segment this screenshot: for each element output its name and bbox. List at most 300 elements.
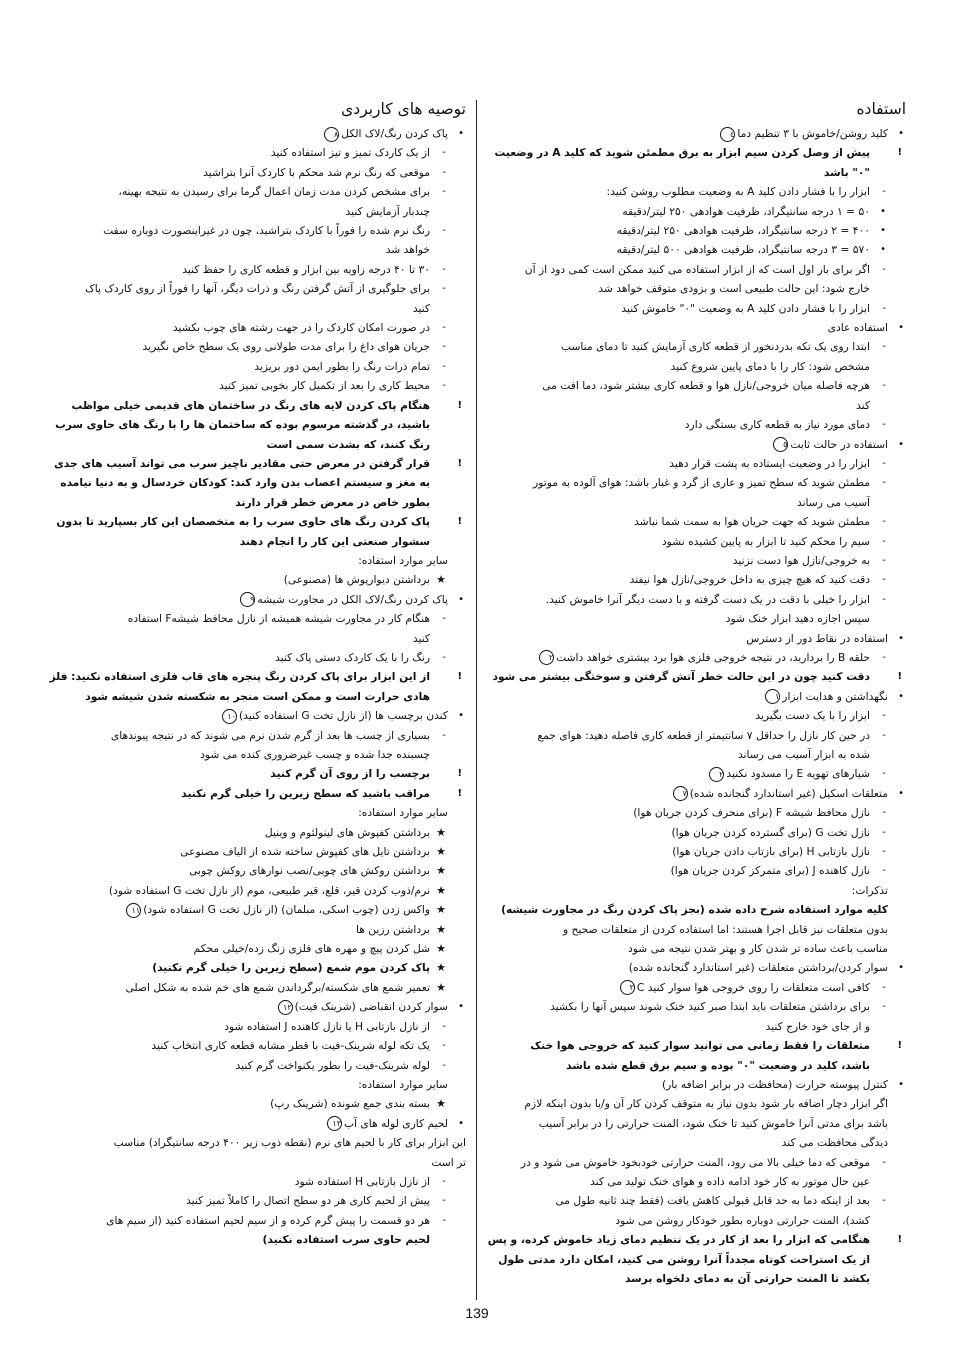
line-text: متعلقات را فقط زمانی می توانید سوار کنید که خروجی هوا خنک xyxy=(530,1039,870,1053)
line-text: تمام ذرات رنگ را بطور ایمن دور بریزید xyxy=(254,359,430,373)
line-text: دمای مورد نیاز به قطعه کاری بستگی دارد xyxy=(684,418,870,432)
text-line xyxy=(474,764,906,783)
text-line xyxy=(34,861,466,880)
text-line xyxy=(474,939,906,958)
warning-line xyxy=(34,396,466,415)
bullet-icon: - xyxy=(882,807,886,819)
text-line xyxy=(34,609,466,628)
line-text: حلقه B را بردارید، در نتیجه خروجی فلزی هوا برد بیشتری خواهد داشت xyxy=(556,650,870,664)
line-text: پاک کردن رنگ/لاک الکل در مجاورت شیشه xyxy=(257,592,448,606)
warning-line xyxy=(34,784,466,803)
text-line xyxy=(34,202,466,221)
bullet-icon: • xyxy=(898,962,904,974)
figure-reference-badge: ١٢ xyxy=(278,1000,293,1015)
text-line xyxy=(474,978,906,997)
text-line xyxy=(474,532,906,551)
text-line xyxy=(474,299,906,318)
line-text: سایر موارد استفاده: xyxy=(358,1077,448,1091)
warning-line xyxy=(34,454,466,473)
text-line xyxy=(474,726,906,745)
line-text: هادی حرارت است و ممکن است منجر به شکسته شدن شیشه شود xyxy=(85,689,430,703)
text-line xyxy=(34,803,466,822)
bullet-icon: - xyxy=(442,1020,446,1032)
line-text: دقت کنید که هیچ چیزی به داخل خروجی/نازل هوا نیفتد xyxy=(629,573,870,587)
bullet-icon: - xyxy=(442,1175,446,1187)
bullet-icon: - xyxy=(882,865,886,877)
text-line xyxy=(34,726,466,745)
text-line xyxy=(474,803,906,822)
line-text: استفاده عادی xyxy=(827,321,888,335)
bullet-icon: - xyxy=(442,225,446,237)
line-text: موقعی که رنگ نرم شد محکم با کاردک آنرا بتراشید xyxy=(203,165,430,179)
bullet-icon: - xyxy=(882,380,886,392)
bullet-icon: - xyxy=(882,729,886,741)
bullet-icon: • xyxy=(898,632,904,644)
line-text: برای جلوگیری از آتش گرفتن رنگ و ذرات دیگر، آنها را فوراً از روی کاردک پاک xyxy=(85,282,430,296)
star-bullet-icon: ★ xyxy=(436,922,446,936)
line-text: ۴۰۰ = ۲ درجه سانتیگراد، ظرفیت هوادهی ۲۵۰ لیتر/دقیقه xyxy=(616,224,870,238)
line-text: لوله شرینک-فیت را بطور یکنواخت گرم کنید xyxy=(235,1058,430,1072)
text-line xyxy=(474,202,906,221)
warning-line xyxy=(474,1269,906,1288)
text-line xyxy=(34,920,466,939)
text-line xyxy=(474,454,906,473)
text-line xyxy=(474,706,906,725)
text-line xyxy=(474,1191,906,1210)
text-line xyxy=(34,143,466,162)
warning-line xyxy=(34,667,466,686)
line-text: ۳۰ تا ۴۰ درجه زاویه بین ابزار و قطعه کاری را حفظ کنید xyxy=(182,262,430,276)
line-text: مطمئن شوید که جهت جریان هوا به سمت شما نباشد xyxy=(634,515,870,529)
line-text: برداشتن رزین ها xyxy=(355,922,430,936)
bullet-icon: - xyxy=(442,166,446,178)
text-line xyxy=(474,1114,906,1133)
text-line xyxy=(34,629,466,648)
line-text: ابتدا روی یک تکه بدردنخور از قطعه کاری آزمایش کنید تا دمای مناسب xyxy=(560,340,870,354)
line-text: سایر موارد استفاده: xyxy=(358,553,448,567)
bullet-icon: • xyxy=(880,205,886,217)
line-text: در صورت امکان کاردک را در جهت رشته های چوب بکشید xyxy=(172,321,430,335)
text-line xyxy=(34,1036,466,1055)
line-text: محیط کاری را بعد از تکمیل کار بخوبی تمیز کنید xyxy=(218,379,430,393)
line-text: کنید xyxy=(412,631,430,645)
bullet-icon: - xyxy=(442,729,446,741)
line-text: قرار گرفتن در معرض حتی مقادیر ناچیز سرب می تواند آسیب های جدی xyxy=(54,456,430,470)
line-text: باشد برای مدتی آنرا خاموش کنید تا خنک شود، المنت حرارتی را در برابر آسیب xyxy=(538,1116,888,1130)
star-bullet-icon: ★ xyxy=(436,903,446,917)
line-text: استفاده در حالت ثابت xyxy=(790,437,888,451)
warning-line xyxy=(474,163,906,182)
line-text: سپس اجازه دهید ابزار خنک شود xyxy=(725,612,870,626)
warning-line xyxy=(34,435,466,454)
text-line xyxy=(34,1172,466,1191)
text-line xyxy=(474,473,906,492)
text-line xyxy=(34,1094,466,1113)
bullet-icon: • xyxy=(880,225,886,237)
line-text: چسبنده جدا شده و چسب غیرضروری کنده می شود xyxy=(200,748,430,761)
line-text: سشوار صنعتی این کار را انجام دهند xyxy=(239,534,430,548)
line-text: بطور خاص در معرض خطر قرار دارند xyxy=(235,495,430,509)
star-bullet-icon: ★ xyxy=(436,980,446,994)
line-text: جریان هوای داغ را برای مدت طولانی روی یک سطح خاص نگیرید xyxy=(142,340,430,354)
bullet-icon: - xyxy=(442,1059,446,1071)
tips-content xyxy=(34,124,466,1250)
line-text: نازل محافظ شیشه F (برای منحرف کردن جریان هوا) xyxy=(633,806,870,820)
bullet-icon: - xyxy=(442,651,446,663)
bullet-icon: - xyxy=(882,516,886,528)
bullet-icon: - xyxy=(882,651,886,663)
text-line xyxy=(474,687,906,706)
warning-line xyxy=(34,493,466,512)
line-text: شل کردن پیچ و مهره های فلزی زنگ زده/خیلی محکم xyxy=(193,942,430,956)
star-bullet-icon: ★ xyxy=(436,1097,446,1111)
bullet-icon: - xyxy=(882,302,886,314)
text-line xyxy=(34,376,466,395)
text-line xyxy=(474,221,906,240)
figure-reference-badge: ٢ xyxy=(539,650,554,665)
bullet-icon: - xyxy=(442,283,446,295)
text-line xyxy=(34,978,466,997)
line-text: باشد، کلید در وضعیت "۰" بوده و سیم برق قطع شده باشد xyxy=(566,1058,870,1072)
text-line xyxy=(34,318,466,337)
usage-content xyxy=(474,124,906,1288)
line-text: دقت کنید چون در این حالت خطر آتش گرفتن و سوختگی بیشتر می شود xyxy=(492,670,870,684)
text-line xyxy=(474,1094,906,1113)
text-line xyxy=(34,1211,466,1230)
line-text: رنگ را با یک کاردک دستی پاک کنید xyxy=(274,650,430,664)
line-text: "۰" باشد xyxy=(823,165,870,179)
bullet-icon: • xyxy=(898,322,904,334)
line-text: بسیاری از چسب ها بعد از گرم شدن نرم می شوند که در نتیجه پیوندهای xyxy=(110,728,430,742)
bullet-icon: - xyxy=(442,360,446,372)
bullet-icon: • xyxy=(898,1078,904,1090)
warning-line xyxy=(474,1056,906,1075)
warning-line xyxy=(474,1036,906,1055)
line-text: برداشتن دیوارپوش ها (مصنوعی) xyxy=(283,573,430,587)
text-line xyxy=(474,182,906,201)
bullet-icon: - xyxy=(882,1195,886,1207)
bullet-icon: - xyxy=(882,186,886,198)
line-text: ابزار را با یک دست بگیرید xyxy=(755,709,870,723)
line-text: ابزار را با فشار دادن کلید A به وضعیت مطلوب روشن کنید: xyxy=(606,185,870,199)
line-text: مناسب باعث ساده تر شدن کار و بهتر شدن نتیجه می شود xyxy=(627,942,888,956)
line-text: ابزار را خیلی با دقت در یک دست گرفته و با دست دیگر آنرا خاموش کنید. xyxy=(545,592,870,606)
text-line xyxy=(34,1056,466,1075)
text-line xyxy=(474,124,906,143)
text-line xyxy=(34,299,466,318)
line-text: ابزار را در وضعیت ایستاده به پشت قرار دهید xyxy=(669,456,870,470)
line-text: هنگام کار در مجاورت شیشه همیشه از نازل محافظ شیشهF استفاده xyxy=(127,612,430,626)
line-text: و از جای خود خارج کنید xyxy=(765,1019,870,1033)
star-bullet-icon: ★ xyxy=(436,942,446,956)
text-line xyxy=(34,648,466,667)
line-text: نرم/ذوب کردن قیر، قلع، قیر طبیعی، موم (از نازل تخت G استفاده شود) xyxy=(108,883,430,897)
star-bullet-icon: ★ xyxy=(436,883,446,897)
line-text: متعلقات اسکیل (غیر استاندارد گنجانده شده) xyxy=(689,786,888,800)
text-line xyxy=(474,396,906,415)
warning-icon: ! xyxy=(457,516,462,528)
text-line xyxy=(34,1153,466,1172)
text-line xyxy=(34,1114,466,1133)
figure-reference-badge: ١١ xyxy=(126,903,141,918)
bullet-icon: - xyxy=(442,1195,446,1207)
line-text: کنترل پیوسته حرارت (محافظت در برابر اضافه بار) xyxy=(661,1077,888,1091)
line-text: هرچه فاصله میان خروجی/نازل هوا و قطعه کاری بیشتر شود، دما افت می xyxy=(542,379,870,393)
bullet-icon: • xyxy=(880,244,886,256)
text-line xyxy=(474,1017,906,1036)
warning-icon: ! xyxy=(457,457,462,469)
text-line xyxy=(474,609,906,628)
figure-reference-badge: ٢ xyxy=(709,767,724,782)
bullet-icon: • xyxy=(898,787,904,799)
line-text: چندبار آزمایش کنید xyxy=(345,204,430,218)
text-line xyxy=(474,570,906,589)
figure-reference-badge: ٤ xyxy=(720,127,735,142)
text-line xyxy=(474,1153,906,1172)
line-text: عین حال موتور به کار خود ادامه داده و هوای خنک تولید می کند xyxy=(590,1174,870,1188)
line-text: برداشتن کفپوش های لینولئوم و وینیل xyxy=(264,825,430,839)
line-text: از یک استراحت کوتاه مجدداً آنرا روشن می کنید، امکان دارد مدتی طول xyxy=(498,1252,870,1266)
text-line xyxy=(34,745,466,764)
text-line xyxy=(474,415,906,434)
line-text: بدون متعلقات نیز قابل اجرا هستند: اما استفاده کردن از متعلقات صحیح و xyxy=(562,922,888,936)
warning-line xyxy=(34,415,466,434)
line-text: مطمئن شوید که سطح تمیز و عاری از گرد و غبار باشد: هوای آلوده به موتور xyxy=(533,476,870,490)
bullet-icon: • xyxy=(458,1001,464,1013)
bullet-icon: - xyxy=(882,574,886,586)
line-text: کند xyxy=(856,398,870,412)
line-text: سوار کردن انقباضی (شرینک فیت) xyxy=(294,1000,448,1014)
bullet-icon: - xyxy=(442,263,446,275)
line-text: مشخص شود: کار را با دمای پایین شروع کنید xyxy=(670,359,870,373)
text-line xyxy=(474,842,906,861)
text-line xyxy=(34,357,466,376)
page-number: 139 xyxy=(465,1305,489,1321)
warning-line xyxy=(474,1230,906,1249)
text-line xyxy=(474,590,906,609)
text-line xyxy=(34,1133,466,1152)
bullet-icon: - xyxy=(442,186,446,198)
line-text: موقعی که دما خیلی بالا می رود، المنت حرارتی خودبخود خاموش می شود و در xyxy=(520,1155,870,1169)
bullet-icon: • xyxy=(458,128,464,139)
bullet-icon: - xyxy=(442,322,446,334)
line-text: سایر موارد استفاده: xyxy=(358,806,448,820)
line-text: از یک کاردک تمیز و تیز استفاده کنید xyxy=(270,146,430,160)
text-line xyxy=(474,958,906,977)
left-column xyxy=(34,98,466,1250)
line-text: شیارهای تهویه E را مسدود نکنید xyxy=(726,767,870,781)
text-line xyxy=(474,279,906,298)
text-line xyxy=(34,551,466,570)
warning-icon: ! xyxy=(897,1040,902,1052)
text-line xyxy=(34,1230,466,1249)
figure-reference-badge: ٢ xyxy=(620,980,635,995)
line-text: کافی است متعلقات را روی خروجی هوا سوار کنید C xyxy=(636,980,870,994)
figure-reference-badge: ٩ xyxy=(240,592,255,607)
bullet-icon: • xyxy=(898,438,904,450)
line-text: رنگ کنند، که بشدت سمی است xyxy=(266,437,430,451)
text-line xyxy=(34,221,466,240)
bullet-icon: • xyxy=(458,710,464,722)
text-line xyxy=(474,1075,906,1094)
bullet-icon: - xyxy=(442,1040,446,1052)
text-line xyxy=(474,435,906,454)
warning-icon: ! xyxy=(457,787,462,799)
text-line xyxy=(34,240,466,259)
bullet-icon: - xyxy=(442,147,446,159)
bullet-icon: - xyxy=(442,1214,446,1226)
bullet-icon: - xyxy=(882,710,886,722)
line-text: در حین کار نازل را حداقل ۷ سانتیمتر از قطعه کاری فاصله دهید: هوای جمع xyxy=(537,728,870,742)
bullet-icon: - xyxy=(882,535,886,547)
bullet-icon: - xyxy=(882,1156,886,1168)
text-line xyxy=(34,124,466,143)
line-text: برچسب را از روی آن گرم کنید xyxy=(270,767,430,781)
text-line xyxy=(474,784,906,803)
line-text: برداشتن روکش های چوبی/نصب نوارهای روکش چوبی xyxy=(189,864,430,878)
text-line xyxy=(34,570,466,589)
bullet-icon: - xyxy=(882,263,886,275)
line-text: ۵۰ = ۱ درجه سانتیگراد، ظرفیت هوادهی ۲۵۰ لیتر/دقیقه xyxy=(622,204,870,218)
text-line xyxy=(474,318,906,337)
bullet-icon: - xyxy=(882,341,886,353)
line-text: مراقب باشید که سطح زیرین را خیلی گرم نکنید xyxy=(181,786,430,800)
line-text: برداشتن تایل های کفپوش ساخته شده از الیاف مصنوعی xyxy=(180,845,430,859)
bullet-icon: • xyxy=(458,1117,464,1129)
text-line xyxy=(34,279,466,298)
text-line xyxy=(34,590,466,609)
text-line xyxy=(474,629,906,648)
line-text: هر دو قسمت را پیش گرم کرده و از سیم لحیم استفاده کنید (از سیم های xyxy=(106,1213,430,1227)
warning-icon: ! xyxy=(457,671,462,683)
line-text: پاک کردن رنگ های حاوی سرب را به متخصصان این کار بسپارید تا بدون xyxy=(56,515,430,529)
text-line xyxy=(474,997,906,1016)
text-line xyxy=(34,958,466,977)
line-text: کنید xyxy=(412,301,430,315)
bullet-icon: - xyxy=(882,593,886,605)
star-bullet-icon: ★ xyxy=(436,961,446,975)
line-text: تعمیر شمع های شکسته/برگرداندن شمع های خم شده به شکل اصلی xyxy=(125,980,430,994)
text-line xyxy=(474,745,906,764)
line-text: از نازل بازتابی H استفاده شود xyxy=(294,1174,430,1188)
line-text: نگهداشتن و هدایت ابزار xyxy=(782,689,888,703)
text-line xyxy=(474,861,906,880)
text-line xyxy=(474,881,906,900)
line-text: اگر ابزار دچار اضافه بار شود بدون نیاز به متوقف کردن کار آن و/یا بدون اینکه لازم xyxy=(524,1097,888,1111)
text-line xyxy=(474,512,906,531)
line-text: شده به ابزار آسیب می رساند xyxy=(737,748,870,761)
line-text: لحیم کاری لوله های آب xyxy=(343,1116,448,1130)
warning-icon: ! xyxy=(457,399,462,411)
text-line xyxy=(474,493,906,512)
column-divider xyxy=(476,100,477,1300)
line-text: بکشد تا المنت حرارتی آن به دمای دلخواه برسد xyxy=(625,1271,870,1285)
line-text: برای مشخص کردن مدت زمان اعمال گرما برای رسیدن به نتیجه بهینه، xyxy=(118,185,430,199)
star-bullet-icon: ★ xyxy=(436,845,446,859)
line-text: خارج شود: این حالت طبیعی است و بزودی متوقف خواهد شد xyxy=(598,282,870,296)
bullet-icon: - xyxy=(882,457,886,469)
text-line xyxy=(34,939,466,958)
line-text: نازل تخت G (برای گسترده کردن جریان هوا) xyxy=(671,825,870,839)
text-line xyxy=(34,1191,466,1210)
text-line xyxy=(474,357,906,376)
text-line xyxy=(34,842,466,861)
text-line xyxy=(474,920,906,939)
bullet-icon: - xyxy=(882,768,886,780)
line-text: ۵۷۰ = ۳ درجه سانتیگراد، ظرفیت هوادهی ۵۰۰ لیتر/دقیقه xyxy=(616,243,870,257)
line-text: لحیم حاوی سرب استفاده نکنید) xyxy=(262,1233,430,1247)
line-text: بعد از اینکه دما به حد قابل قبولی کاهش یافت (فقط چند ثانیه طول می xyxy=(555,1194,870,1208)
text-line xyxy=(34,881,466,900)
figure-reference-badge: ١ xyxy=(765,689,780,704)
line-text: به مغز و سیستم اعصاب بدن وارد کند: کودکان خردسال و به دنیا نیامده xyxy=(60,476,430,490)
text-line xyxy=(34,1017,466,1036)
bullet-icon: - xyxy=(882,554,886,566)
warning-icon: ! xyxy=(897,147,902,159)
line-text: پیش از لحیم کاری هر دو سطح اتصال را کاملاً تمیز کنید xyxy=(186,1194,430,1208)
line-text: تذکرات: xyxy=(851,883,888,897)
text-line xyxy=(34,706,466,725)
warning-line xyxy=(34,532,466,551)
star-bullet-icon: ★ xyxy=(436,864,446,878)
star-bullet-icon: ★ xyxy=(436,825,446,839)
line-text: تر است xyxy=(431,1155,466,1169)
line-text: به خروجی/نازل هوا دست نزنید xyxy=(732,553,870,567)
text-line xyxy=(34,337,466,356)
bullet-icon: - xyxy=(882,477,886,489)
bullet-icon: - xyxy=(882,1001,886,1013)
text-line xyxy=(474,260,906,279)
text-line xyxy=(34,260,466,279)
star-bullet-icon: ★ xyxy=(436,573,446,587)
bullet-icon: • xyxy=(458,593,464,605)
line-text: پاک کردن موم شمع (سطح زیرین را خیلی گرم نکنید) xyxy=(152,961,430,975)
line-text: استفاده در نقاط دور از دسترس xyxy=(746,631,888,645)
line-text: از این ابزار برای پاک کردن رنگ پنجره های قاب فلزی استفاده نکنید: فلز xyxy=(49,670,430,684)
warning-line xyxy=(474,143,906,162)
bullet-icon: • xyxy=(898,128,904,139)
line-text: از نازل بازتابی H یا نازل کاهنده J استفاده شود xyxy=(224,1019,430,1033)
warning-line xyxy=(474,1250,906,1269)
line-text: هنگام پاک کردن لایه های رنگ در ساختمان های قدیمی خیلی مواظب xyxy=(71,398,430,412)
section-title-usage: استفاده xyxy=(856,100,906,118)
figure-reference-badge: ٧ xyxy=(673,786,688,801)
bullet-icon: - xyxy=(882,826,886,838)
text-line xyxy=(34,1075,466,1094)
text-line xyxy=(474,1172,906,1191)
line-text: هنگامی که ابزار را بعد از کار در یک تنظیم دمای زیاد خاموش کرده، و پس xyxy=(487,1233,870,1247)
text-line xyxy=(34,823,466,842)
line-text: برای برداشتن متعلقات باید ابتدا صبر کنید خنک شوند سپس آنها را بکشید xyxy=(550,1000,870,1014)
line-text: واکس زدن (چوب اسکی، مبلمان) (از نازل تخت G استفاده شود) xyxy=(143,903,430,917)
line-text: بسته بندی جمع شونده (شرینک رپ) xyxy=(270,1097,430,1111)
warning-line xyxy=(474,667,906,686)
line-text: ابزار را با فشار دادن کلید A به وضعیت "۰" خاموش کنید xyxy=(621,301,870,315)
line-text: نازل بازتابی H (برای بازتاب دادن جریان هوا) xyxy=(672,845,870,859)
text-line xyxy=(474,337,906,356)
line-text: نازل کاهنده J (برای متمرکز کردن جریان هوا) xyxy=(670,864,870,878)
line-text: سوار کردن/برداشتن متعلقات (غیر استاندارد گنجانده شده) xyxy=(628,961,888,975)
figure-reference-badge: ٥ xyxy=(773,437,788,452)
bullet-icon: • xyxy=(898,690,904,702)
text-line xyxy=(474,648,906,667)
line-text: دیدگی محافظت می کند xyxy=(781,1136,888,1150)
line-text: این ابزار برای کار با لحیم های نرم (نقطه ذوب زیر ۴۰۰ درجه سانتیگراد) مناسب xyxy=(113,1136,466,1150)
warning-icon: ! xyxy=(897,671,902,683)
bullet-icon: - xyxy=(442,613,446,625)
text-line xyxy=(34,997,466,1016)
line-text: رنگ نرم شده را فوراً با کاردک بتراشید، چون در غیراینصورت دوباره سفت xyxy=(103,224,430,238)
